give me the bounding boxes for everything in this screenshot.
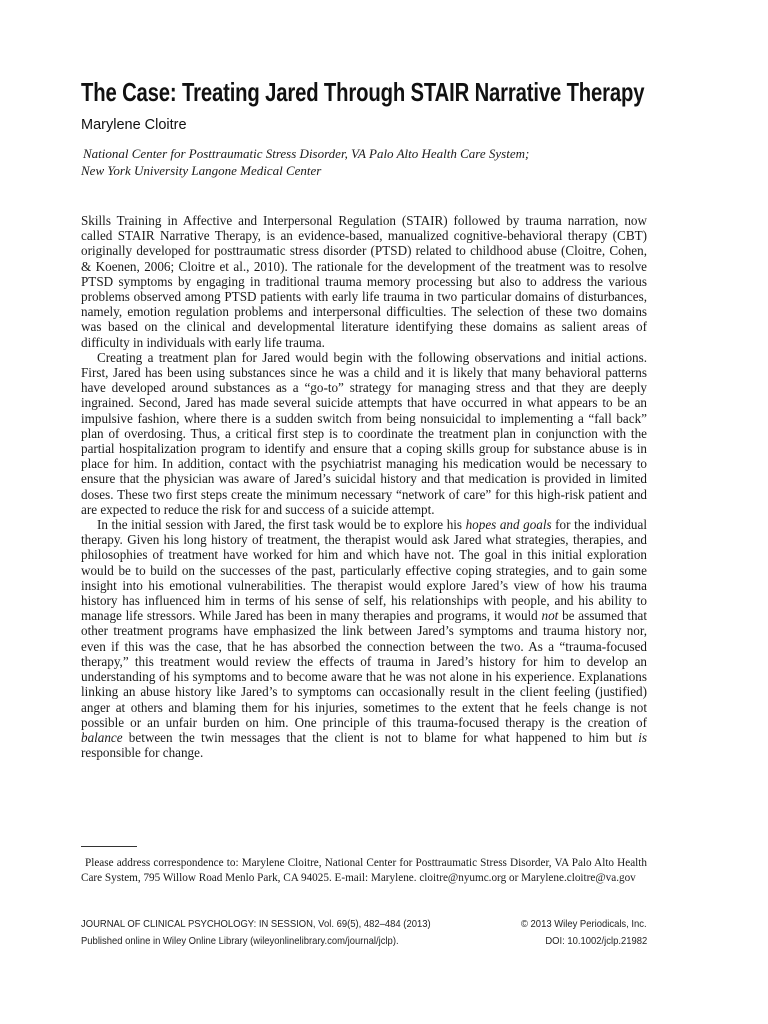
paragraph-3-text-c: be assumed that other treatment programs have emphasized the link between Jared’s symptoms and trauma history nor, even if this was the case, that he has absorbed the connection between the two. As a “trauma-focused therapy,” this treatment would review the effects of trauma in Jared’s history for him to develop an understanding of his symptoms and to become aware that he was not alone in his experience. Explanations linking an abuse history like Jared’s to symptoms can occasionally result in the client feeling (justified) anger at others and blaming them for his injuries, sometimes to the extent that he feels change is not possible or an unfair burden on him. One principle of this trauma-focused therapy is the creation of — [81, 608, 648, 730]
author-name: Marylene Cloitre — [81, 117, 187, 133]
paragraph-3-text-d: between the twin messages that the client is not to blame for what happened to him but — [122, 729, 639, 745]
emphasis-balance: balance — [81, 729, 123, 745]
emphasis-hopes-and-goals: hopes and goals — [465, 517, 552, 533]
paragraph-3-text-e: responsible for change. — [81, 745, 204, 761]
affiliation-line-2: New York University Langone Medical Center — [81, 163, 322, 178]
paragraph-3-text-a: In the initial session with Jared, the first task would be to explore his — [97, 517, 466, 533]
footnote-divider — [81, 846, 137, 847]
copyright-notice: © 2013 Wiley Periodicals, Inc. — [521, 918, 647, 930]
paragraph-3 — [81, 517, 647, 760]
journal-citation: JOURNAL OF CLINICAL PSYCHOLOGY: IN SESSION, Vol. 69(5), 482–484 (2013) — [81, 918, 431, 930]
author-affiliation — [81, 145, 681, 179]
article-title: The Case: Treating Jared Through STAIR Narrative Therapy — [81, 77, 645, 108]
emphasis-is: is — [638, 729, 647, 745]
paragraph-2: Creating a treatment plan for Jared would begin with the following observations and initial actions. First, Jared has been using substances since he was a child and it is likely that many behavioral patterns have developed around substances as a “go-to” strategy for managing stress and that they are deeply ingrained. Second, Jared has made several suicide attempts that have occurred in what appears to be an impulsive fashion, where there is a sudden switch from being nonsuicidal to implementing a “fall back” plan of overdosing. Thus, a critical first step is to coordinate the treatment plan in conjunction with the partial hospitalization program to identify and ensure that a coping skills group for substance abuse is in place for him. In addition, contact with the psychiatrist managing his medication would be necessary to ensure that the physician was aware of Jared’s suicidal history and that medication is provided in limited doses. These two first steps create the minimum necessary “network of care” for this high-risk patient and are expected to reduce the risk for and success of a suicide attempt. — [81, 349, 647, 517]
paragraph-1: Skills Training in Affective and Interpersonal Regulation (STAIR) followed by trauma narration, now called STAIR Narrative Therapy, is an evidence-based, manualized cognitive-behavioral therapy (CBT) originally developed for posttraumatic stress disorder (PTSD) related to childhood abuse (Cloitre, Cohen, & Koenen, 2006; Cloitre et al., 2010). The rationale for the development of the treatment was to resolve PTSD symptoms by engaging in traditional trauma memory processing but also to address the various problems observed among PTSD patients with early life trauma in two particular domains of disturbances, namely, emotion regulation problems and interpersonal difficulties. The selection of these two domains was based on the clinical and developmental literature identifying these domains as salient areas of difficulty in individuals with early life trauma. — [81, 213, 647, 350]
article-body — [81, 213, 647, 760]
published-online-notice: Published online in Wiley Online Library (wileyonlinelibrary.com/journal/jclp). — [81, 935, 399, 947]
correspondence-footnote: Please address correspondence to: Marylene Cloitre, National Center for Posttraumatic Stress Disorder, VA Palo Alto Health Care System, 795 Willow Road Menlo Park, CA 94025. E-mail: Marylene. cloitre@nyumc.org or Marylene.cloitre@va.gov — [81, 857, 647, 885]
doi: DOI: 10.1002/jclp.21982 — [545, 935, 647, 947]
paragraph-3-text-b: for the individual therapy. Given his long history of treatment, the therapist would ask Jared what strategies, therapies, and philosophies of treatment have worked for him and which have not. The goal in this initial exploration would be to build on the successes of the past, particularly effective coping strategies, and to gain some insight into his emotional vulnerabilities. The therapist would explore Jared’s view of how his trauma history has influenced him in terms of his sense of self, his relationships with people, and his ability to manage life stressors. While Jared has been in many therapies and programs, it would — [81, 517, 647, 624]
emphasis-not: not — [541, 608, 559, 624]
affiliation-line-1: National Center for Posttraumatic Stress Disorder, VA Palo Alto Health Care System; — [83, 146, 530, 161]
journal-footer-row-1 — [81, 916, 647, 933]
journal-footer-row-2 — [81, 933, 647, 950]
journal-footer — [81, 916, 647, 950]
